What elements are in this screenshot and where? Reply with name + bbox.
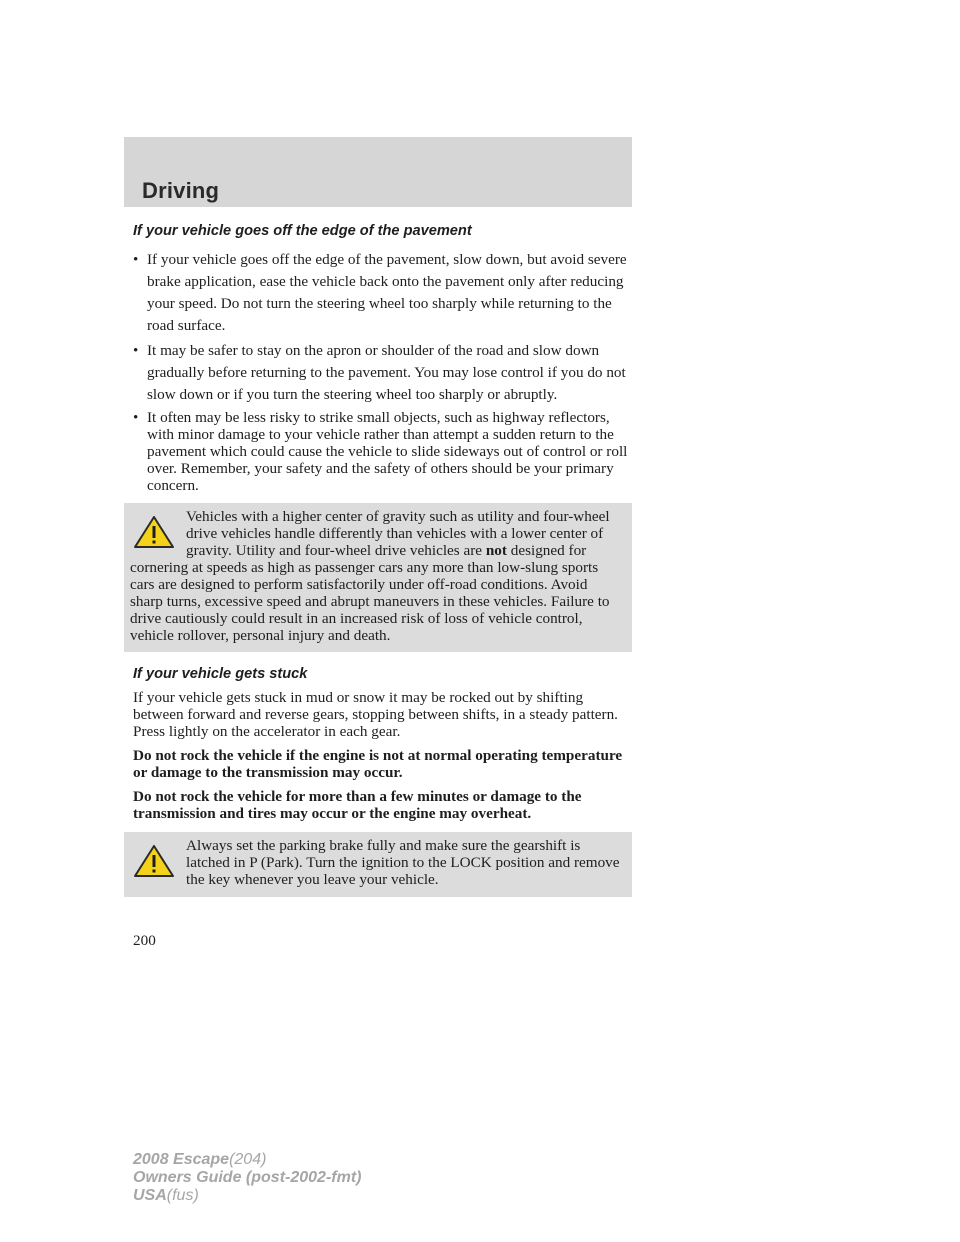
heading-off-pavement: If your vehicle goes off the edge of the pavement — [133, 223, 472, 239]
warning-box-parking: Always set the parking brake fully and make sure the gearshift is latched in P (Park). Turn the ignition to the LOCK position and remove the key whenever you leave your vehicle. — [124, 832, 632, 897]
section-title: Driving — [142, 178, 220, 203]
warning-triangle-icon — [132, 843, 176, 879]
warning-box-rollover: Vehicles with a higher center of gravity such as utility and four-wheel drive vehicles handle differently than vehicles with a lower center of gravity. Utility and four-wheel drive vehicles are not designed for cornering at speeds as high as passenger cars any more than low-slung sports cars are designed to perform satisfactorily under off-road conditions. Avoid sharp turns, excessive speed and abrupt maneuvers in these vehicles. Failure to drive cautiously could result in an increased risk of loss of vehicle control, vehicle rollover, personal injury and death. — [124, 503, 632, 652]
paragraph-engine-temp-warning: Do not rock the vehicle if the engine is not at normal operating temperature or damage to the transmission may occur. — [133, 747, 623, 781]
bullet-icon: • — [133, 342, 139, 359]
bullet-list-off-pavement — [133, 249, 633, 494]
footer-market: USA — [133, 1187, 167, 1204]
bullet-icon: • — [133, 409, 139, 426]
footer-guide: Owners Guide (post-2002-fmt) — [133, 1169, 362, 1186]
page-content — [130, 220, 633, 897]
paragraph-rocking-duration-warning: Do not rock the vehicle for more than a few minutes or damage to the transmission and tires may occur or the engine may overheat. — [133, 788, 582, 822]
page-number: 200 — [133, 932, 156, 949]
footer-model-code: (204) — [229, 1151, 267, 1168]
warning-triangle-icon — [132, 514, 176, 550]
document-footer — [133, 1151, 361, 1205]
heading-vehicle-stuck: If your vehicle gets stuck — [133, 666, 308, 682]
list-item: • It often may be less risky to strike small objects, such as highway reflectors, with minor damage to your vehicle rather than attempt a sudden return to the pavement which could cause the vehicle to slide sideways out of control or roll over. Remember, your safety and the safety of others should be your primary concern. — [133, 409, 628, 494]
footer-model: 2008 Escape — [133, 1151, 230, 1168]
paragraph-stuck: If your vehicle gets stuck in mud or snow it may be rocked out by shifting between forward and reverse gears, stopping between shifts, in a steady pattern. Press lightly on the accelerator in each gear. — [133, 689, 618, 740]
list-item: • It may be safer to stay on the apron or shoulder of the road and slow down gradually before returning to the pavement. You may lose control if you do not slow down or if you turn the steering wheel too sharply or abruptly. — [133, 342, 626, 403]
bullet-icon: • — [133, 251, 139, 268]
footer-market-code: (fus) — [166, 1187, 199, 1204]
list-item: • If your vehicle goes off the edge of the pavement, slow down, but avoid severe brake application, ease the vehicle back onto the pavement only after reducing your speed. Do not turn the steering wheel too sharply while returning to the road surface. — [133, 251, 627, 334]
